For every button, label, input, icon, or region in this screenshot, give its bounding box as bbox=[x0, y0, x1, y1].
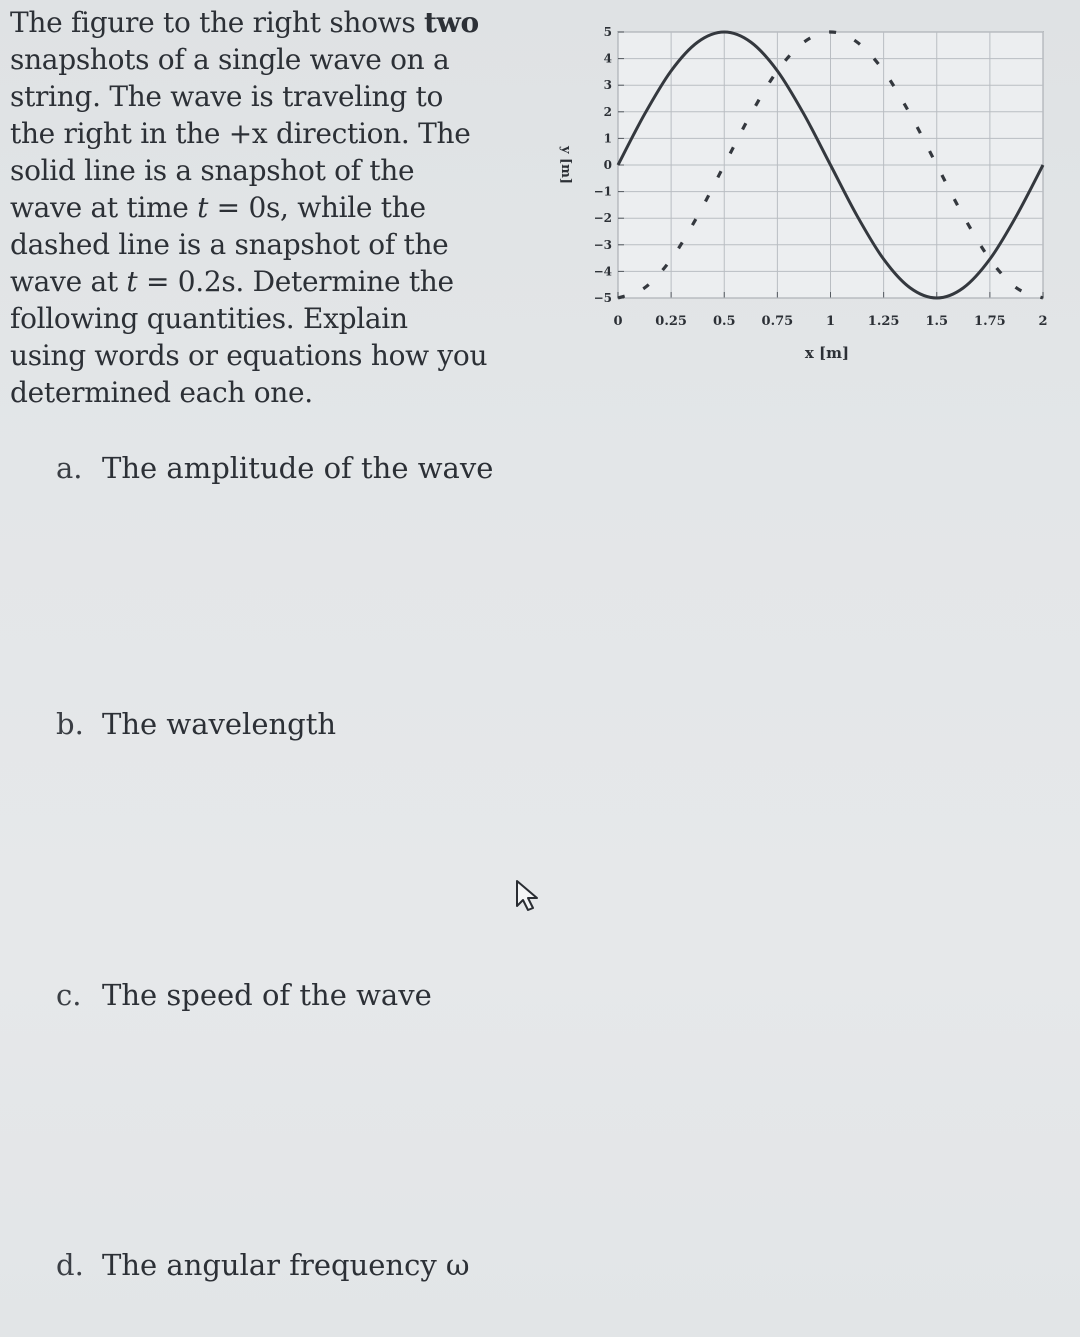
question-a-text: The amplitude of the wave bbox=[102, 451, 494, 485]
question-b bbox=[56, 707, 336, 741]
question-c bbox=[56, 978, 432, 1012]
y-tick-label: −3 bbox=[593, 237, 612, 252]
x-tick-label: 1.75 bbox=[974, 314, 1006, 329]
y-tick-label: −4 bbox=[593, 264, 612, 279]
x-tick-labels bbox=[613, 314, 1047, 329]
y-tick-label: 4 bbox=[603, 51, 612, 66]
y-tick-label: −1 bbox=[593, 184, 612, 199]
x-tick-label: 0.25 bbox=[655, 314, 687, 329]
mouse-pointer-icon bbox=[514, 878, 544, 914]
x-tick-label: 0.75 bbox=[761, 314, 794, 329]
y-tick-label: 0 bbox=[603, 158, 612, 172]
intro-bold-two: two bbox=[424, 6, 479, 39]
question-d-text: The angular frequency ω bbox=[102, 1248, 470, 1282]
problem-intro: The figure to the right shows two snapshots of a single wave on a string. The wave is traveling to the right in the +x direction. The solid line is a snapshot of the wave at time t = 0s, while the dashed line is a snapshot of the wave at t = 0.2s. Determine the following quantities. Explain using words or equations how you determined each one. bbox=[10, 6, 488, 409]
question-d-letter: d. bbox=[56, 1248, 84, 1282]
question-b-text: The wavelength bbox=[102, 707, 337, 741]
wave-snapshot-chart bbox=[540, 20, 1060, 365]
y-tick-label: 1 bbox=[603, 131, 612, 146]
y-tick-label: −5 bbox=[593, 291, 612, 305]
y-tick-label: 3 bbox=[603, 78, 612, 93]
x-tick-label: 1.5 bbox=[925, 314, 949, 329]
x-tick-label: 2 bbox=[1038, 314, 1048, 329]
x-tick-label: 0.5 bbox=[712, 314, 736, 329]
x-tick-label: 0 bbox=[613, 314, 623, 329]
y-tick-label: 5 bbox=[603, 25, 612, 39]
x-axis-label: x [m] bbox=[804, 344, 850, 362]
question-c-letter: c. bbox=[56, 978, 82, 1012]
question-d bbox=[56, 1248, 470, 1282]
question-c-text: The speed of the wave bbox=[102, 978, 432, 1012]
x-tick-label: 1.25 bbox=[867, 314, 900, 329]
y-tick-labels bbox=[594, 25, 612, 305]
x-tick-label: 1 bbox=[825, 314, 836, 329]
question-b-letter: b. bbox=[56, 707, 84, 741]
y-axis-label: y [m] bbox=[558, 145, 573, 185]
y-tick-label: −2 bbox=[593, 211, 612, 226]
question-a bbox=[56, 451, 493, 485]
y-tick-label: 2 bbox=[603, 104, 612, 119]
question-a-letter: a. bbox=[56, 451, 83, 485]
